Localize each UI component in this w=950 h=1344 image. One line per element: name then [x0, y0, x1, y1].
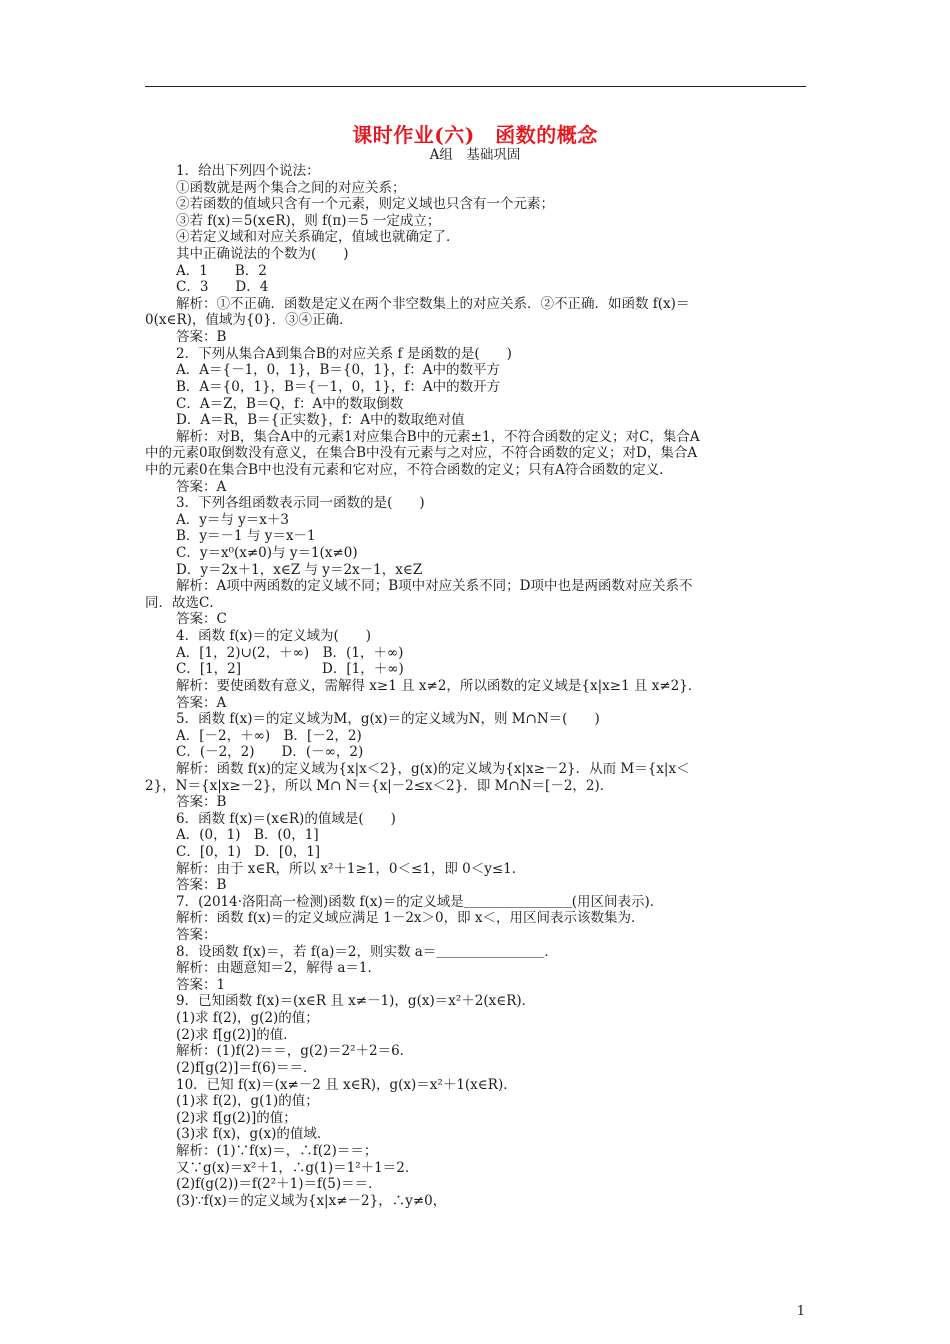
- text-line: C．[1，2] D．[1，＋∞): [176, 661, 404, 678]
- page-title: 课时作业(六) 函数的概念: [352, 123, 598, 147]
- text-line: A．1 B．2: [176, 262, 267, 279]
- header-rule: [145, 86, 806, 87]
- text-line: C．[0，1) D．[0，1]: [176, 843, 321, 860]
- text-line: (2)求 f[g(2)]的值．: [176, 1026, 297, 1043]
- text-line: 5．函数 f(x)＝的定义域为M，g(x)＝的定义域为N，则 M∩N＝( ): [176, 711, 600, 728]
- text-line: (2)f[g(2)]＝f(6)＝＝．: [176, 1059, 317, 1076]
- section-subtitle: A组 基础巩固: [429, 147, 521, 163]
- text-line: (1)求 f(2)，g(1)的值；: [176, 1093, 319, 1110]
- text-line: A．y＝与 y＝x＋3: [176, 511, 289, 528]
- text-line: 6．函数 f(x)＝(x∈R)的值域是( ): [176, 810, 396, 827]
- text-line: 中的元素0取倒数没有意义，在集合B中没有元素与之对应，不符合函数的定义；对D，集合A: [145, 445, 698, 462]
- text-line: ④若定义域和对应关系确定，值域也就确定了．: [176, 229, 460, 246]
- text-line: 答案：1: [176, 976, 226, 993]
- text-line: 又∵g(x)＝x²＋1，∴g(1)＝1²＋1＝2．: [176, 1159, 419, 1176]
- text-line: 答案：C: [176, 611, 227, 628]
- text-line: C．3 D．4: [176, 279, 269, 296]
- text-line: ①函数就是两个集合之间的对应关系；: [176, 179, 406, 196]
- text-line: 解析：由于 x∈R，所以 x²＋1≥1，0＜≤1，即 0＜y≤1．: [176, 860, 526, 877]
- text-line: 8．设函数 f(x)＝，若 f(a)＝2，则实数 a＝＿＿＿＿＿＿＿＿．: [176, 943, 558, 960]
- text-line: 中的元素0在集合B中也没有元素和它对应，不符合函数的定义；只有A符合函数的定义．: [145, 461, 673, 478]
- text-line: C．y＝x⁰(x≠0)与 y＝1(x≠0): [176, 545, 358, 562]
- text-line: (1)求 f(2)，g(2)的值；: [176, 1010, 319, 1027]
- text-line: 解析：要使函数有意义，需解得 x≥1 且 x≠2，所以函数的定义域是{x|x≥1 且 x≠2}．: [176, 677, 702, 694]
- text-line: A．A＝{－1，0，1}，B＝{0，1}，f：A中的数平方: [176, 362, 500, 379]
- text-line: 解析：由题意知＝2，解得 a＝1．: [176, 960, 382, 977]
- text-line: 答案：A: [176, 694, 227, 711]
- text-line: 同．故选C．: [145, 594, 223, 611]
- text-line: 答案：: [176, 927, 217, 944]
- text-line: A．[1，2)∪(2，＋∞) B．(1，＋∞): [176, 644, 404, 661]
- text-line: 其中正确说法的个数为( ): [176, 246, 349, 263]
- text-line: (3)求 f(x)，g(x)的值域．: [176, 1126, 331, 1143]
- text-line: 答案：B: [176, 794, 227, 811]
- text-line: 解析：A项中两函数的定义域不同；B项中对应关系不同；D项中也是两函数对应关系不: [176, 578, 693, 595]
- text-line: (2)f(g(2))＝f(2²＋1)＝f(5)＝＝．: [176, 1176, 382, 1193]
- text-line: (3)∵f(x)＝的定义域为{x|x≠－2}，∴y≠0，: [176, 1192, 447, 1209]
- text-line: 7．(2014·洛阳高一检测)函数 f(x)＝的定义域是＿＿＿＿＿＿＿＿(用区间表示)．: [176, 893, 664, 910]
- text-line: 答案：A: [176, 478, 227, 495]
- page-number: 1: [796, 1304, 805, 1319]
- text-line: 答案：B: [176, 877, 227, 894]
- text-line: D．A＝R，B＝{正实数}，f：A中的数取绝对值: [176, 412, 465, 429]
- text-line: 2．下列从集合A到集合B的对应关系 f 是函数的是( ): [176, 345, 512, 362]
- text-line: 1．给出下列四个说法：: [176, 163, 320, 179]
- document-body: [145, 163, 816, 1209]
- text-line: A．(0，1) B．(0，1]: [176, 827, 319, 844]
- text-line: (2)求 f[g(2)]的值；: [176, 1109, 297, 1126]
- text-line: 4．函数 f(x)＝的定义域为( ): [176, 628, 372, 645]
- text-line: 解析：函数 f(x)＝的定义域应满足 1－2x＞0，即 x＜，用区间表示该数集为．: [176, 910, 645, 927]
- text-line: 解析：函数 f(x)的定义域为{x|x＜2}，g(x)的定义域为{x|x≥－2}．从而 M＝{x|x＜: [176, 760, 690, 777]
- text-line: 解析：对B，集合A中的元素1对应集合B中的元素±1，不符合函数的定义；对C，集合A: [176, 428, 700, 445]
- text-line: B．y＝－1 与 y＝x－1: [176, 528, 316, 545]
- text-line: 10．已知 f(x)＝(x≠－2 且 x∈R)，g(x)＝x²＋1(x∈R)．: [176, 1076, 517, 1093]
- text-line: 解析：(1)f(2)＝＝，g(2)＝2²＋2＝6．: [176, 1043, 414, 1060]
- text-line: C．A＝Z，B＝Q，f：A中的数取倒数: [176, 395, 404, 412]
- text-line: 解析：①不正确．函数是定义在两个非空数集上的对应关系．②不正确．如函数 f(x)＝: [176, 295, 690, 312]
- text-line: ②若函数的值域只含有一个元素，则定义域也只含有一个元素；: [176, 196, 554, 213]
- text-line: A．[－2，＋∞) B．[－2，2): [176, 727, 362, 744]
- text-line: C．(－2，2) D．(－∞，2): [176, 744, 364, 761]
- text-line: B．A＝{0，1}，B＝{－1，0，1}，f：A中的数开方: [176, 378, 501, 395]
- text-line: ③若 f(x)＝5(x∈R)，则 f(π)＝5 一定成立；: [176, 212, 441, 229]
- text-line: 3．下列各组函数表示同一函数的是( ): [176, 495, 425, 512]
- text-line: 0(x∈R)，值域为{0}．③④正确．: [145, 312, 353, 329]
- text-line: D．y＝2x＋1，x∈Z 与 y＝2x－1，x∈Z: [176, 561, 423, 578]
- text-line: 答案：B: [176, 329, 227, 346]
- text-line: 解析：(1)∵f(x)＝，∴f(2)＝＝；: [176, 1142, 378, 1159]
- text-line: 9．已知函数 f(x)＝(x∈R 且 x≠－1)，g(x)＝x²＋2(x∈R)．: [176, 993, 536, 1010]
- text-line: 2}，N＝{x|x≥－2}，所以 M∩ N＝{x|－2≤x＜2}．即 M∩N＝[－2，2)．: [145, 777, 614, 794]
